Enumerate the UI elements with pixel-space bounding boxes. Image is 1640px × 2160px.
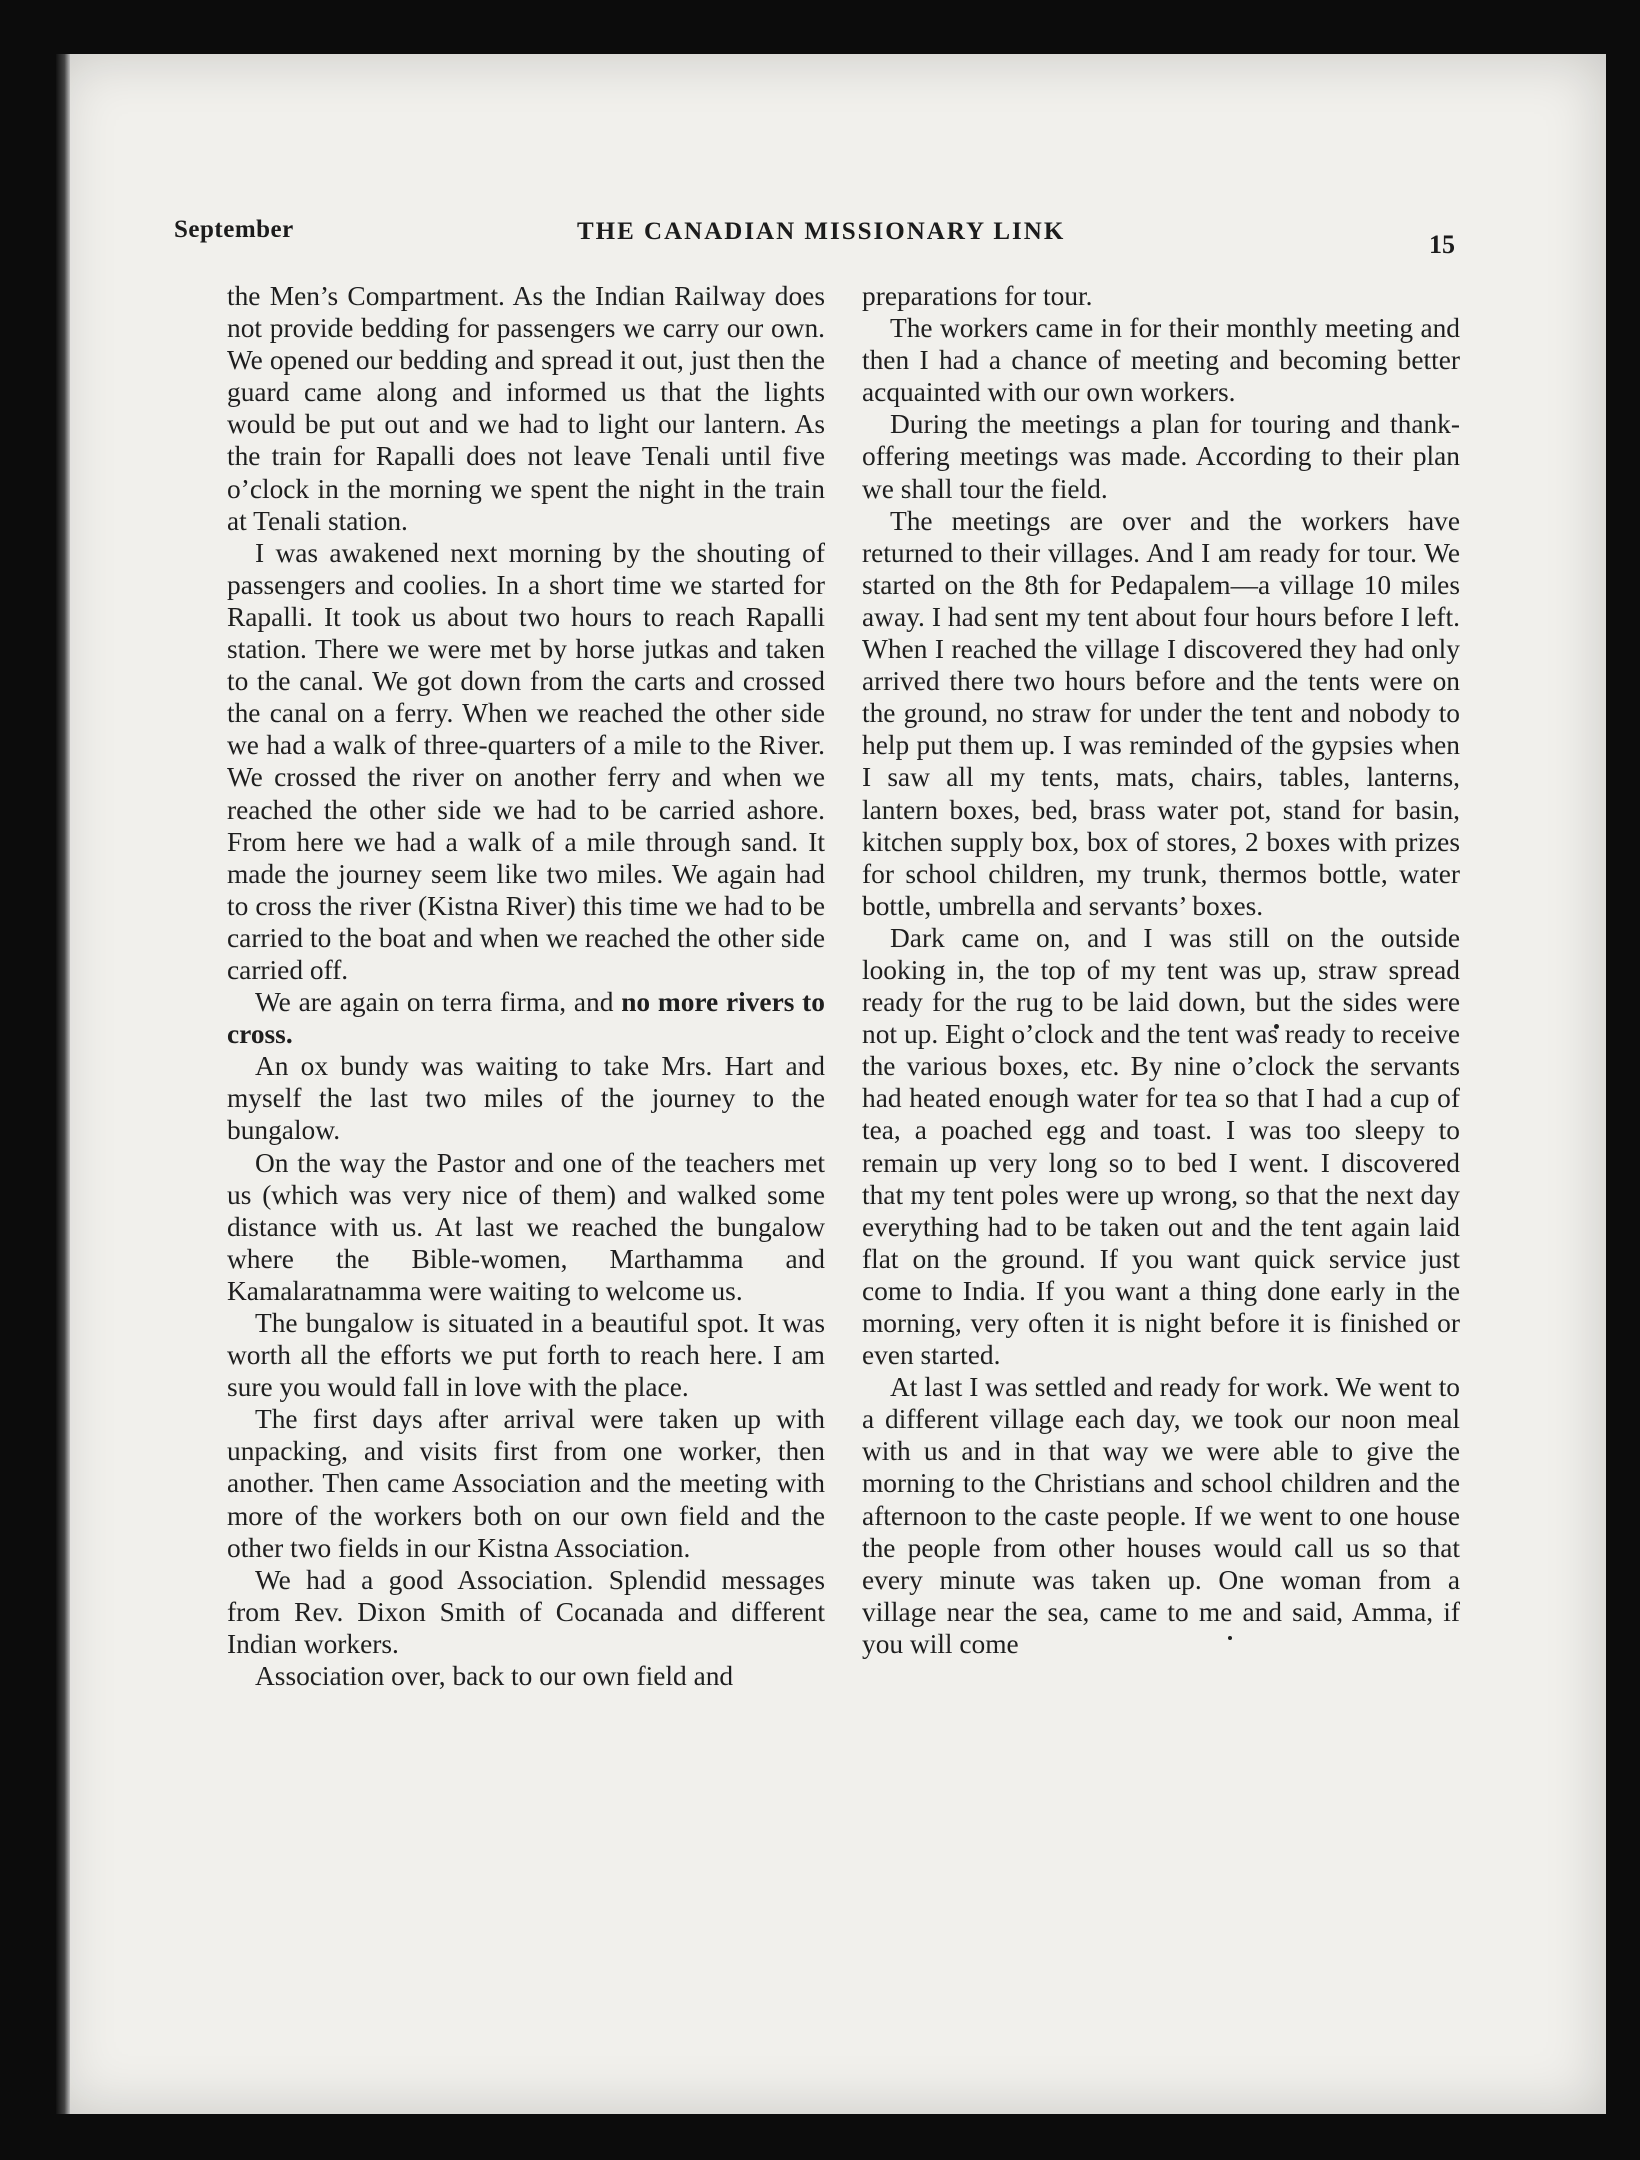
paragraph: An ox bundy was waiting to take Mrs. Hart and myself the last two miles of the journey to the bungalow. xyxy=(227,1051,825,1146)
paragraph: The meetings are over and the workers have returned to their villages. And I am ready for tour. We started on the 8th for Pedapalem—a village 10 miles away. I had sent my tent about four hours before I left. When I reached the village I discovered they had only arrived there two hours before and the tents were on the ground, no straw for under the tent and nobody to help put them up. I was reminded of the gypsies when I saw all my tents, mats, chairs, tables, lanterns, lantern boxes, bed, brass water pot, stand for basin, kitchen supply box, box of stores, 2 boxes with prizes for school children, my trunk, thermos bottle, water bottle, umbrella and servants’ boxes. xyxy=(862,505,1460,921)
running-header xyxy=(174,214,1476,258)
paragraph: On the way the Pastor and one of the teachers met us (which was very nice of them) and walked some distance with us. At last we reached the bungalow where the Bible-women, Marthamma and Kamalaratnamma were waiting to welcome us. xyxy=(227,1147,825,1306)
bold-phrase: no more rivers to cross. xyxy=(227,987,825,1050)
binding-gutter xyxy=(56,54,70,2114)
paragraph: The workers came in for their monthly meeting and then I had a chance of meeting and becoming better acquainted with our own workers. xyxy=(862,313,1460,408)
left-column xyxy=(227,280,825,1692)
paragraph: The bungalow is situated in a beautiful spot. It was worth all the efforts we put forth to reach here. I am sure you would fall in love with the place. xyxy=(227,1308,825,1403)
paragraph-text: We are again on terra firma, and xyxy=(255,987,622,1018)
paragraph: We had a good Association. Splendid messages from Rev. Dixon Smith of Cocanada and different Indian workers. xyxy=(227,1564,825,1659)
paragraph xyxy=(227,986,825,1050)
header-month: September xyxy=(174,216,294,243)
paragraph: preparations for tour. xyxy=(862,281,1093,311)
paragraph: Association over, back to our own field and xyxy=(255,1661,734,1692)
paragraph: I was awakened next morning by the shouting of passengers and coolies. In a short time we started for Rapalli. It took us about two hours to reach Rapalli station. There we were met by horse jutkas and taken to the canal. We got down from the carts and crossed the canal on a ferry. When we reached the other side we had a walk of three-quarters of a mile to the River. We crossed the river on another ferry and when we reached the other side we had to be carried ashore. From here we had a walk of a mile through sand. It made the journey seem like two miles. We again had to cross the river (Kistna River) this time we had to be carried to the boat and when we reached the other side carried off. xyxy=(227,537,825,985)
paragraph: At last I was settled and ready for work. We went to a different village each day, we took our noon meal with us and in that way we were able to give the morning to the Christians and school children and the afternoon to the caste people. If we went to one house the people from other houses would call us so that every minute was taken up. One woman from a village near the sea, came to me and said, Amma, if you will come xyxy=(862,1372,1460,1659)
paragraph: the Men’s Compartment. As the Indian Railway does not provide bedding for passengers we carry our own. We opened our bedding and spread it out, just then the guard came along and informed us that the lights would be put out and we had to light our lantern. As the train for Rapalli does not leave Tenali until five o’clock in the morning we spent the night in the train at Tenali station. xyxy=(227,281,825,536)
paragraph: During the meetings a plan for touring and thank-offering meetings was made. According to their plan we shall tour the field. xyxy=(862,409,1460,504)
right-column xyxy=(862,280,1460,1660)
paragraph: Dark came on, and I was still on the outside looking in, the top of my tent was up, straw spread ready for the rug to be laid down, but the sides were not up. Eight o’clock and the tent was ready to receive the various boxes, etc. By nine o’clock the servants had heated enough water for tea so that I had a cup of tea, a poached egg and toast. I was too sleepy to remain up very long so to bed I went. I discovered that my tent poles were up wrong, so that the next day everything had to be taken out and the tent again laid flat on the ground. If you want quick service just come to India. If you want a thing done early in the morning, very often it is night before it is finished or even started. xyxy=(862,922,1460,1371)
page-number: 15 xyxy=(1429,230,1455,259)
paragraph: The first days after arrival were taken up with unpacking, and visits first from one worker, then another. Then came Association and the meeting with more of the workers both on our own field and the other two fields in our Kistna Association. xyxy=(227,1404,825,1563)
header-title: THE CANADIAN MISSIONARY LINK xyxy=(577,218,1066,245)
